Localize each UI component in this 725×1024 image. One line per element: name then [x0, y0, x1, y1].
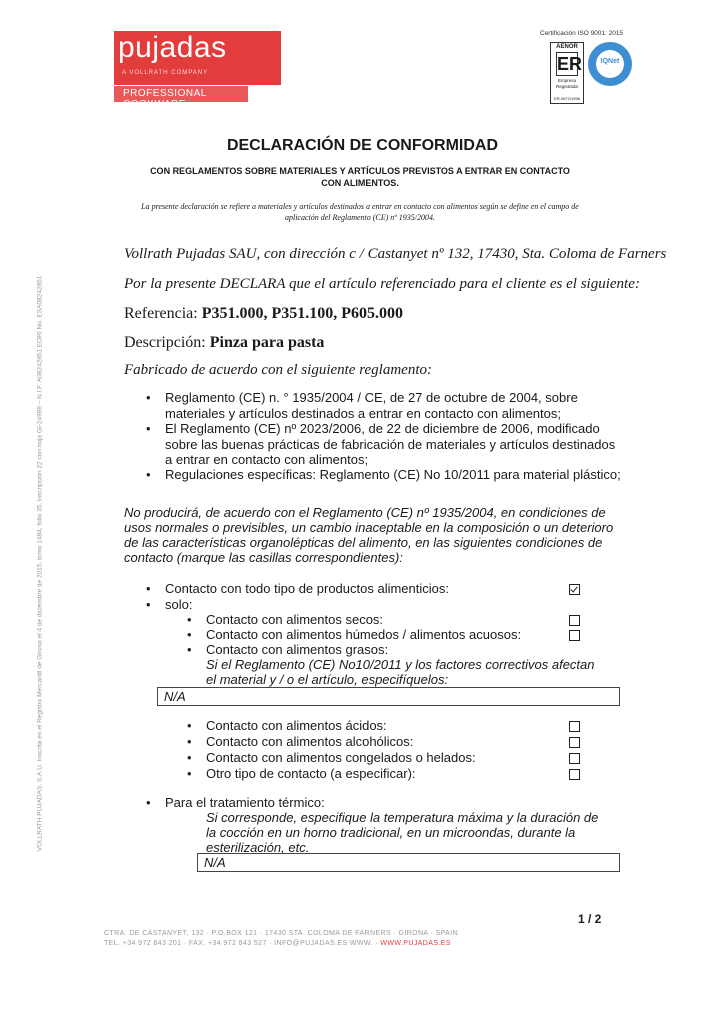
aenor-code: ER-0672/1998	[554, 96, 580, 101]
iqnet-label: IQNet	[600, 58, 620, 65]
contact-dry-label: Contacto con alimentos secos:	[206, 612, 384, 627]
bullet: •	[146, 421, 151, 436]
page-title: DECLARACIÓN DE CONFORMIDAD	[226, 137, 499, 154]
contact-dry-checkbox[interactable]	[569, 615, 580, 626]
contact-fat-note: Si el Reglamento (CE) No10/2011 y los factores correctivos afectan el material y / o el artículo, especifíquelos:	[206, 657, 595, 687]
contact-alcohol-label: Contacto con alimentos alcohólicos:	[206, 734, 414, 749]
bullet: •	[187, 612, 192, 627]
bullet: •	[187, 750, 192, 765]
contact-wet-label: Contacto con alimentos húmedos / alimentos acuosos:	[206, 627, 522, 642]
page-subtitle: CON REGLAMENTOS SOBRE MATERIALES Y ARTÍCULOS PREVISTOS A ENTRAR EN CONTACTO CON ALIMENTOS.	[150, 166, 570, 188]
footer-contact	[104, 940, 451, 947]
aenor-label: AENOR	[556, 44, 578, 50]
aenor-er-mark: ER	[557, 54, 583, 74]
reference-line	[124, 305, 403, 323]
contact-other-checkbox[interactable]	[569, 769, 580, 780]
contact-frozen-label: Contacto con alimentos congelados o helados:	[206, 750, 476, 765]
regulation-item: Regulaciones específicas: Reglamento (CE) No 10/2011 para material plástico;	[165, 467, 621, 482]
pujadas-logo	[114, 31, 281, 110]
fat-specify-field[interactable]	[157, 687, 620, 706]
contact-other-label: Otro tipo de contacto (a especificar):	[206, 766, 416, 781]
contact-wet-checkbox[interactable]	[569, 630, 580, 641]
footer-website-link[interactable]: WWW.PUJADAS.ES	[380, 940, 451, 947]
bullet: •	[187, 642, 192, 657]
contact-acid-checkbox[interactable]	[569, 721, 580, 732]
logo-red-block	[114, 31, 281, 85]
contact-acid-label: Contacto con alimentos ácidos:	[206, 718, 387, 733]
bullet: •	[146, 581, 151, 596]
contact-all-label: Contacto con todo tipo de productos alimenticios:	[165, 581, 450, 596]
company-line: Vollrath Pujadas SAU, con dirección c / Castanyet nº 132, 17430, Sta. Coloma de Farners	[124, 246, 667, 262]
contact-alcohol-checkbox[interactable]	[569, 737, 580, 748]
declaration-line: Por la presente DECLARA que el artículo referenciado para el cliente es el siguiente:	[124, 276, 640, 292]
certification-title: Certificación ISO 9001: 2015	[540, 30, 624, 37]
logo-bar	[114, 86, 248, 110]
bullet: •	[187, 718, 192, 733]
footer-contact-text: TEL. +34 972 843 201 · FAX. +34 972 843 527 · INFO@PUJADAS.ES WWW. ·	[104, 940, 381, 947]
iqnet-seal	[588, 42, 632, 86]
page-number: 1 / 2	[578, 912, 602, 926]
contact-fat-label: Contacto con alimentos grasos:	[206, 642, 389, 657]
aenor-seal	[550, 42, 584, 104]
registry-sidebar-text: VOLLRATH PUJADAS, S.A.U. Inscrita en el Registro Mercantil de Girona el 4 de diciembre de 2015, tomo 1484, folio 35, inscripción 22 con hoja GI-24989 – N.I.F. A08242851 EORI No. ESA08242851	[36, 275, 44, 852]
no-producira-paragraph: No producirá, de acuerdo con el Reglamento (CE) nº 1935/2004, en condiciones de usos normales o previsibles, un cambio inaceptable en la composición o un deterioro de las características organolépticas del alimento, en las siguientes condiciones de contacto (marque las casillas correspondientes):	[124, 505, 614, 565]
bullet: •	[146, 390, 151, 405]
logo-sub-text: A VOLLRATH COMPANY	[122, 70, 209, 76]
fat-specify-value: N/A	[164, 689, 186, 704]
aenor-sub: Empresa Registrada	[556, 78, 578, 89]
thermal-specify-field[interactable]	[197, 853, 620, 872]
footer-address: CTRA. DE CASTANYET, 132 · P.O.BOX 121 · 17430 STA. COLOMA DE FARNERS · GIRONA · SPAIN	[104, 930, 459, 937]
regulation-item: El Reglamento (CE) nº 2023/2006, de 22 de diciembre de 2006, modificado sobre las buenas prácticas de fabricación de materiales y artículos destinados a entrar en contacto con alimentos;	[165, 421, 616, 467]
bullet: •	[187, 734, 192, 749]
description-line	[124, 334, 324, 352]
logo-brand-text: pujadas	[118, 31, 227, 64]
contact-all-checkbox[interactable]	[569, 584, 580, 595]
reference-value: P351.000, P351.100, P605.000	[201, 305, 404, 322]
regulation-item: Reglamento (CE) n. ° 1935/2004 / CE, de 27 de octubre de 2004, sobre materiales y artículos destinados a entrar en contacto con alimentos;	[165, 390, 578, 421]
description-label: Descripción:	[124, 334, 206, 351]
solo-label: solo:	[165, 597, 193, 612]
contact-frozen-checkbox[interactable]	[569, 753, 580, 764]
thermal-specify-value: N/A	[204, 855, 226, 870]
reference-label: Referencia:	[124, 305, 198, 322]
intro-text: La presente declaración se refiere a materiales y artículos destinados a entrar en contacto con alimentos según se define en el campo de aplicación del Reglamento (CE) nº 1935/2004.	[141, 202, 579, 222]
description-value: Pinza para pasta	[209, 334, 325, 351]
logo-bar-text: PROFESSIONAL COOKWARE	[123, 88, 207, 110]
bullet: •	[146, 467, 151, 482]
bullet: •	[187, 766, 192, 781]
bullet: •	[146, 795, 151, 810]
thermal-label: Para el tratamiento térmico:	[165, 795, 325, 810]
bullet: •	[146, 597, 151, 612]
fabricado-line: Fabricado de acuerdo con el siguiente reglamento:	[124, 362, 432, 378]
bullet: •	[187, 627, 192, 642]
thermal-note: Si corresponde, especifique la temperatura máxima y la duración de la cocción en un horno tradicional, en un microondas, durante la esterilización, etc.	[206, 810, 599, 855]
